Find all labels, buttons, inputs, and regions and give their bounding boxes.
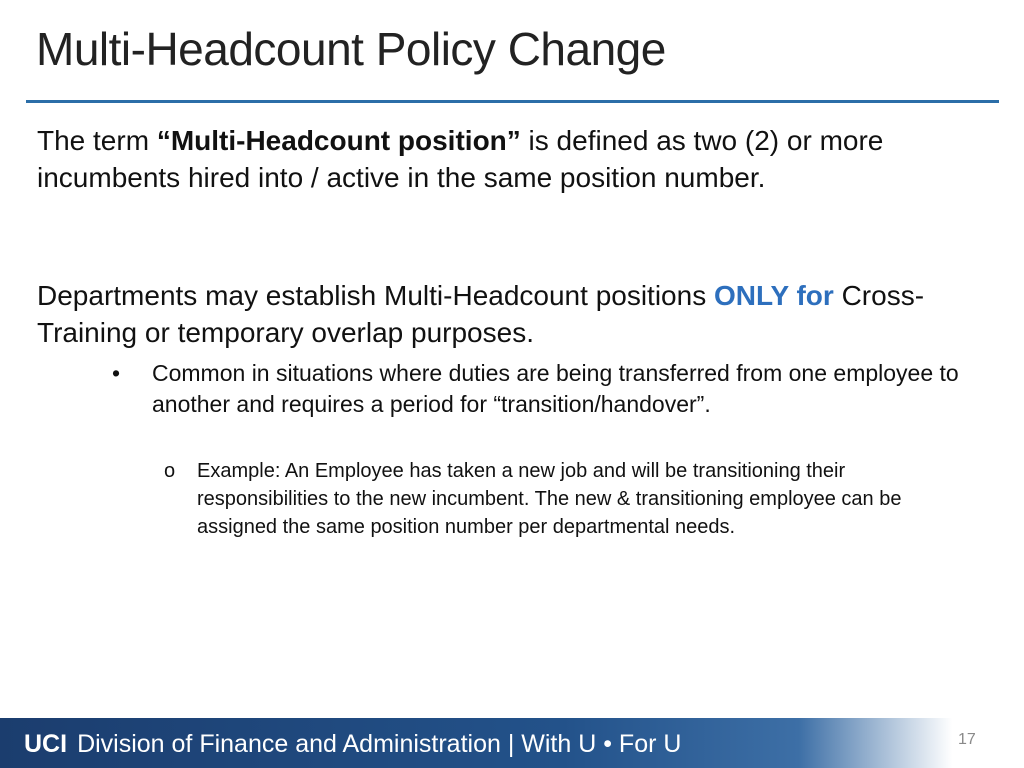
bullet-item-level2: [164, 457, 984, 541]
title-divider: [26, 100, 999, 103]
bullet-marker: •: [112, 360, 121, 386]
policy-suffix: Cross-Training or temporary overlap purposes.: [37, 280, 925, 348]
definition-prefix: The term: [37, 125, 157, 156]
definition-term: “Multi-Headcount position”: [156, 125, 521, 156]
footer-tagline: Division of Finance and Administration | With U • For U: [77, 730, 682, 758]
definition-paragraph: [37, 122, 997, 196]
page-number: 17: [958, 731, 976, 748]
sub-bullet-text: Example: An Employee has taken a new job and will be transitioning their responsibilities to the new incumbent. The new & transitioning employee can be assigned the same position number per departmental needs.: [197, 460, 902, 538]
definition-suffix: is defined as two (2) or more incumbents hired into / active in the same position number.: [37, 125, 884, 193]
uci-logo: UCI: [24, 730, 68, 758]
policy-emphasis: ONLY for: [713, 280, 834, 311]
policy-prefix: Departments may establish Multi-Headcount positions: [37, 280, 714, 311]
sub-bullet-marker: o: [164, 460, 176, 482]
bullet-item-level1: [112, 358, 992, 420]
slide-title: Multi-Headcount Policy Change: [36, 23, 666, 75]
policy-paragraph: [37, 277, 997, 351]
footer-branding: [24, 729, 681, 759]
bullet-text: Common in situations where duties are being transferred from one employee to another and requires a period for “transition/handover”.: [152, 360, 959, 417]
